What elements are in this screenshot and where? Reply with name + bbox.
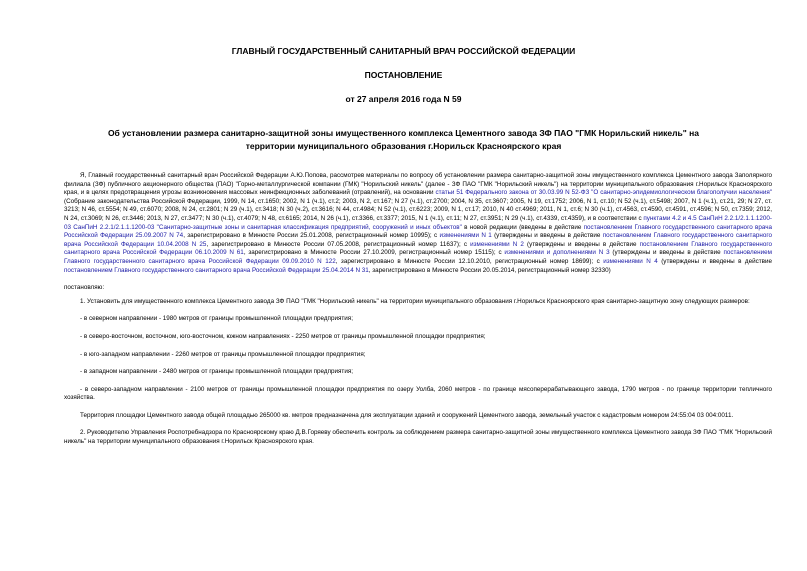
resolution-link-74[interactable]: постановлением Главного государственного санитарного врача Российской Федерации 25.09.2007 N 74 [64, 223, 773, 240]
resolution-link-122[interactable]: постановлением Главного государственного санитарного врача Российской Федерации 09.09.2010 N 122 [64, 249, 772, 265]
document-date-number: от 27 апреля 2016 года N 59 [345, 94, 462, 104]
preamble-text: , зарегистрировано в Минюсте России 20.05.2014, регистрационный номер 32330) [368, 266, 611, 274]
issuing-authority: ГЛАВНЫЙ ГОСУДАРСТВЕННЫЙ САНИТАРНЫЙ ВРАЧ РОССИЙСКОЙ ФЕДЕРАЦИИ [231, 46, 576, 56]
zone-bullet: - в северо-восточном, восточном, юго-восточном, южном направлениях - 2250 метров от границы промышленной площадки предприятия; [80, 332, 486, 340]
preamble-text: (утверждены и введены в действие [657, 257, 772, 265]
clause-1: 1. Установить для имущественного комплекса Цементного завода ЗФ ПАО "ГМК "Норильский никель" на территории муниципального образования г.Норильск Красноярского края санитарно-защитную зону следующих размеров: [80, 297, 750, 305]
amendments-link-4[interactable]: изменениями N 4 [603, 257, 658, 265]
preamble-text: (утверждены и введены в действие [491, 232, 603, 240]
zone-bullet: - в западном направлении - 2480 метров от границы промышленной площадки предприятия; [80, 368, 353, 376]
preamble-text: (Собрание законодательства Российской Федерации, 1999, N 14, ст.1650; 2002, N 1 (ч.1), ст.2; 2003, N 2, ст.167; N 27 (ч.1), ст.2700; 2004, N 35, ст.3607; 2005, N 19, ст.1752; 2006, N 1, ст.10; N 52 (ч.1), ст.5498; 2007, N 1 (ч.1), ст.21, 29; N 27, ст. 3213; N 46, ст.5554; N 49, ст.6070; 2008, N 24, ст.2801; N 29 (ч.1), ст.3418; N 30 (ч.2), ст.3616; N 44, ст.4984; N 52 (ч.1), ст.6223; 2009, N 1, ст.17; 2010, N 40 ст.4969; 2011, N 1, ст.6; N 30 (ч.1), ст.4563, ст.4590, ст.4591, ст.4596; N 50, ст.7359; 2012, N 24, ст.3069; N 26, ст.3446; 2013, N 27, ст.3477; N 30 (ч.1), ст.4079; N 48, ст.6165; 2014, N 26 (ч.1), ст.3366, ст.3377; 2015, N 1 (ч.1), ст.11; N 27, ст.3951; N 29 (ч.1), ст.4339, ст.4359), и в соответствии с [64, 197, 772, 222]
amendments-link-2[interactable]: изменениями N 2 [470, 240, 524, 248]
preamble-text: в новой редакции (введены в действие [461, 223, 584, 231]
resolved-line: постановляю: [64, 284, 105, 292]
document-title: Об установлении размера санитарно-защитной зоны имущественного комплекса Цементного завода ЗФ ПАО "ГМК Норильский никель" на территории муниципального образования г.Норильск Красноярского края [107, 128, 700, 151]
document-type: ПОСТАНОВЛЕНИЕ [364, 70, 443, 80]
amendments-link-1[interactable]: изменениями N 1 [439, 232, 492, 240]
preamble-text: (утверждены и введены в действие [523, 240, 640, 248]
preamble-paragraph [64, 172, 772, 275]
territory-paragraph: Территория площадки Цементного завода общей площадью 265000 кв. метров предназначена для эксплуатации зданий и сооружений Цементного завода, земельный участок с кадастровым номером 24:55:04 03 004:0011. [80, 411, 734, 419]
preamble-text: , зарегистрировано в Минюсте России 27.10.2009, регистрационный номер 15115); с [243, 249, 505, 257]
resolution-link-31[interactable]: постановлением Главного государственного санитарного врача Российской Федерации 25.04.2014 N 31 [64, 266, 369, 274]
zone-bullet: - в юго-западном направлении - 2260 метров от границы промышленной площадки предприятия; [80, 350, 366, 358]
preamble-text: , зарегистрировано в Минюсте России 12.10.2010, регистрационный номер 18699); с [335, 257, 604, 265]
zone-bullet: - в северном направлении - 1980 метров от границы промышленной площадки предприятия; [80, 315, 353, 323]
zone-bullet: - в северо-западном направлении - 2100 метров от границы промышленной площадки предприятия по озеру Уолба, 2060 метров - по границе мясоперерабатывающего завода, 1790 метров - по границе территории тепличного хозяйства. [64, 385, 772, 402]
amendments-link-3[interactable]: изменениями и дополнениями N 3 [504, 249, 610, 257]
resolution-link-25[interactable]: постановлением Главного государственного санитарного врача Российской Федерации 10.04.2008 N 25 [64, 232, 773, 248]
resolution-link-61[interactable]: постановлением Главного государственного санитарного врача Российской Федерации 06.10.2009 N 61 [64, 240, 772, 257]
law-link-52fz[interactable]: статьи 51 Федерального закона от 30.03.99 N 52-ФЗ "О санитарно-эпидемиологическом благополучии населения" [435, 189, 772, 197]
preamble-text: (утверждены и введены в действие [609, 249, 724, 257]
clause-2: 2. Руководителю Управления Роспотребнадзора по Красноярскому краю Д.В.Горяеву обеспечить контроль за соблюдением размера санитарно-защитной зоны имущественного комплекса Цементного завода ЗФ ПАО "ГМК "Норильский никель" на территории муниципального образования г.Норильск Красноярского края. [64, 429, 772, 446]
preamble-text: Я, Главный государственный санитарный врач Российской Федерации А.Ю.Попова, рассмотрев материалы по вопросу об установлении размера санитарно-защитной зоны имущественного комплекса Цементного завода Заполярного филиала (ЗФ) публичного акционерного общества (ПАО) "Горно-металлургической компании (ГМК) "Норильский никель" (далее - ЗФ ПАО "ГМК "Норильский никель") на территории муниципального образования г.Норильск Красноярского края, и в целях предотвращения угрозы возникновения массовых неинфекционных заболеваний (отравлений), на основании [64, 172, 772, 197]
sanpin-link[interactable]: пунктами 4.2 и 4.5 СанПиН 2.2.1/2.1.1.1200-03 СанПиН 2.2.1/2.1.1.1200-03 "Санитарно-защитные зоны и санитарная классификация предприятий, сооружений и иных объектов" [64, 214, 772, 231]
preamble-text: , зарегистрировано в Минюсте России 25.01.2008, регистрационный номер 10995); с [183, 232, 440, 240]
document-body [64, 172, 772, 447]
preamble-text: , зарегистрировано в Минюсте России 07.05.2008, регистрационный номер 11637); с [206, 240, 471, 248]
